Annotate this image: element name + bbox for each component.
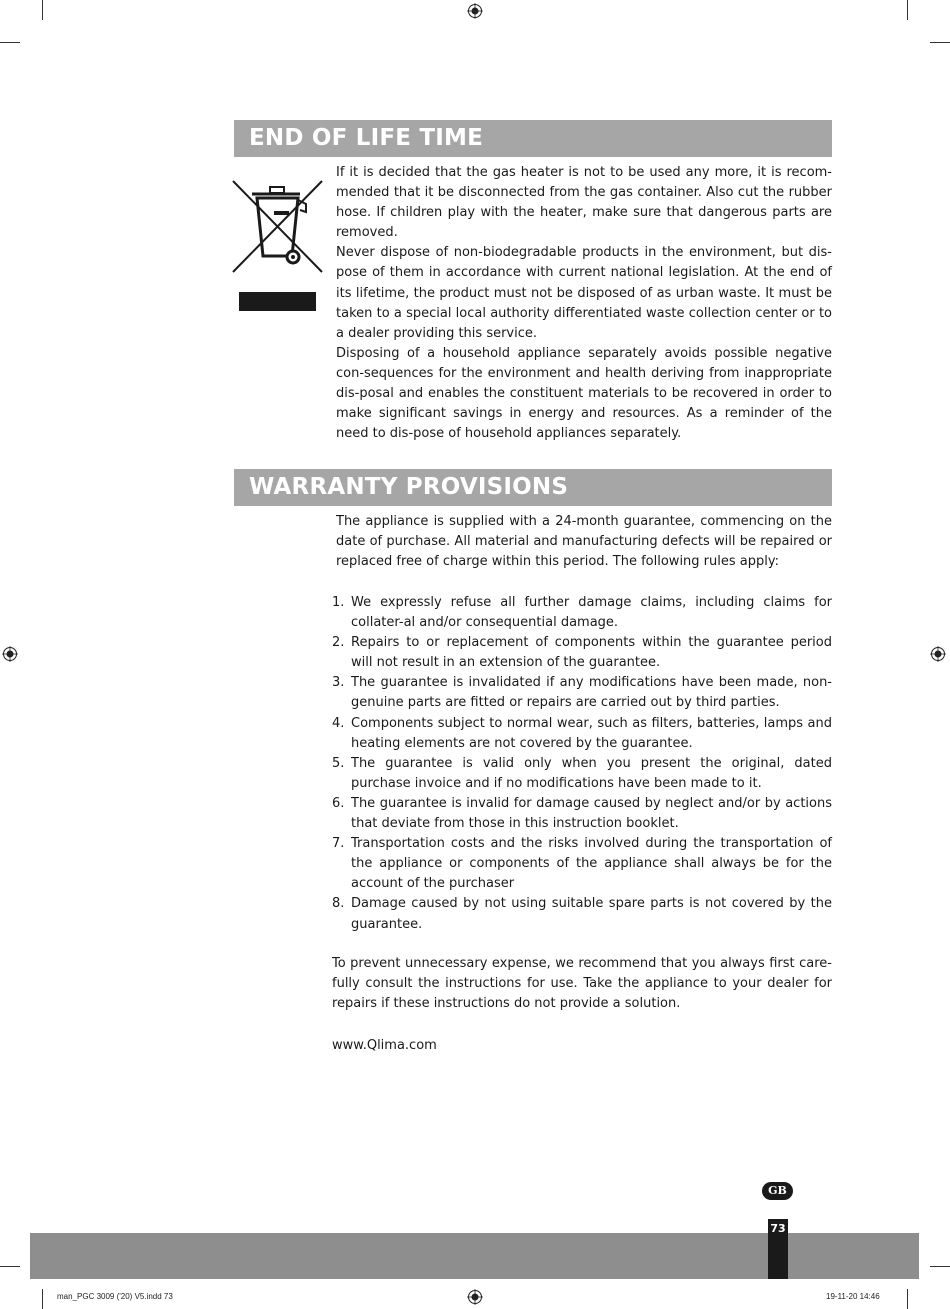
crop-mark: [930, 1266, 950, 1267]
website-link[interactable]: www.Qlima.com: [332, 1038, 437, 1053]
list-item: [332, 673, 832, 713]
end-of-life-heading: END OF LIFE TIME: [234, 120, 832, 157]
crop-mark: [0, 1266, 20, 1267]
list-item: [332, 714, 832, 754]
warranty-closing: To prevent unnecessary expense, we recommend that you always first care-fully consult the instructions for use. Take the appliance to your dealer for repairs if these instructions do not provide a solution.: [332, 956, 832, 1012]
page-number: 73: [768, 1219, 788, 1279]
list-number: 4.: [332, 715, 345, 731]
list-text: The guarantee is invalidated if any modifications have been made, non-genuine parts are fitted or repairs are carried out by third parties.: [351, 675, 832, 711]
list-text: Repairs to or replacement of components within the guarantee period will not result in an extension of the guarantee.: [351, 635, 832, 671]
list-text: Transportation costs and the risks involved during the transportation of the appliance or components of the appliance shall always be for the account of the purchaser: [351, 836, 832, 892]
list-number: 1.: [332, 595, 345, 610]
file-slug: man_PGC 3009 ('20) V5.indd 73: [57, 1292, 173, 1301]
list-item: [332, 834, 832, 894]
list-item: [332, 894, 832, 934]
crop-mark: [42, 0, 43, 20]
crop-mark: [907, 0, 908, 20]
list-item: [332, 754, 832, 794]
warranty-intro: The appliance is supplied with a 24-month guarantee, commencing on the date of purchase. All material and manufacturing defects will be repaired or replaced free of charge within this period. The following rules apply:: [336, 514, 832, 570]
registration-mark-icon: [2, 646, 18, 662]
list-number: 7.: [332, 836, 345, 852]
warranty-heading: WARRANTY PROVISIONS: [234, 469, 832, 506]
list-text: The guarantee is valid only when you present the original, dated purchase invoice and if no modifications have been made to it.: [351, 755, 832, 791]
list-text: Damage caused by not using suitable spare parts is not covered by the guarantee.: [351, 896, 832, 932]
list-text: The guarantee is invalid for damage caused by neglect and/or by actions that deviate from those in this instruction booklet.: [351, 795, 832, 832]
end-of-life-text: [336, 163, 832, 444]
paragraph: Never dispose of non-biodegradable products in the environment, but dis-pose of them in accordance with current national legislation. At the end of its lifetime, the product must not be disposed of as urban waste. It must be taken to a special local authority differentiated waste collection center or to a dealer providing this service.: [336, 245, 832, 341]
crop-mark: [907, 1289, 908, 1309]
registration-mark-icon: [467, 1289, 483, 1305]
crossed-out-wheelie-bin-icon: [230, 176, 326, 314]
list-item: [332, 633, 832, 673]
language-badge: GB: [762, 1182, 793, 1200]
list-item: [332, 593, 832, 633]
list-text: We expressly refuse all further damage claims, including claims for collater-al and/or consequential damage.: [351, 595, 832, 631]
list-text: Components subject to normal wear, such as filters, batteries, lamps and heating elements are not covered by the guarantee.: [351, 715, 832, 751]
crop-mark: [42, 1289, 43, 1309]
list-number: 6.: [332, 795, 345, 811]
registration-mark-icon: [467, 3, 483, 19]
list-item: [332, 794, 832, 834]
list-number: 3.: [332, 675, 345, 691]
crop-mark: [930, 42, 950, 43]
date-slug: 19-11-20 14:46: [826, 1292, 880, 1301]
warranty-rules: [332, 593, 832, 935]
list-number: 5.: [332, 755, 345, 771]
paragraph: If it is decided that the gas heater is not to be used any more, it is recom-mended that it be disconnected from the gas container. Also cut the rubber hose. If children play with the heater, make sure that dangerous parts are removed.: [336, 165, 832, 241]
list-number: 8.: [332, 896, 345, 912]
paragraph: Disposing of a household appliance separately avoids possible negative con-sequences for the environment and health deriving from inappropriate dis-posal and enables the constituent materials to be recovered in order to make significant savings in energy and resources. As a reminder of the need to dis-pose of household appliances separately.: [336, 345, 832, 442]
registration-mark-icon: [930, 646, 946, 662]
list-number: 2.: [332, 635, 345, 651]
crop-mark: [0, 42, 20, 43]
